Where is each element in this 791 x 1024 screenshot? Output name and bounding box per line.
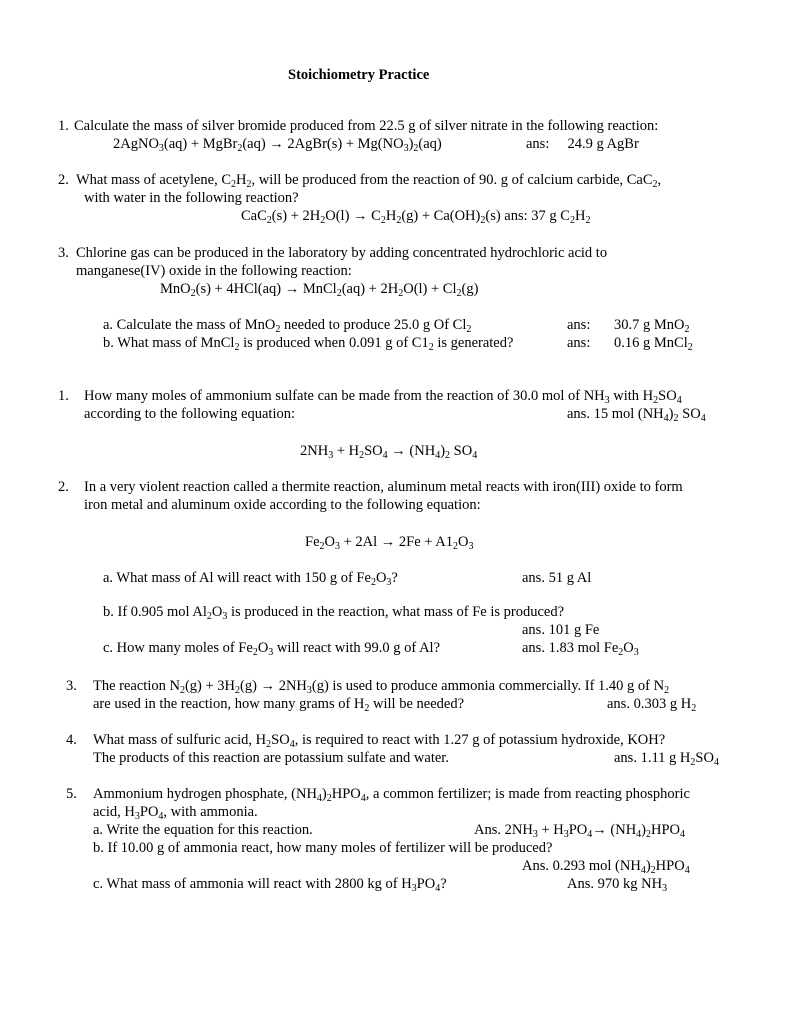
answer-label: ans: bbox=[567, 335, 591, 351]
question-part: a. What mass of Al will react with 150 g of $Fe_2O_3$? bbox=[103, 570, 398, 588]
question-part: b. What mass of MnCl$_2$ is produced when 0.091 g of $C1_2$ is generated? bbox=[103, 335, 514, 353]
answer: ans. 51 g Al bbox=[522, 570, 592, 586]
answer: ans. 1.11 g $H_2SO_4$ bbox=[614, 750, 719, 768]
question-number: 2. bbox=[58, 172, 69, 188]
question-text: In a very violent reaction called a thermite reaction, aluminum metal reacts with iron(III) oxide to form bbox=[84, 479, 683, 495]
answer: ans. 0.303 g $H_2$ bbox=[607, 696, 697, 714]
chemical-equation: MnO$_2$(s) + 4HCl(aq) → MnCl$_2$(aq) + $2H_2O(l) + Cl_2(g)$ bbox=[160, 281, 479, 299]
question-text: are used in the reaction, how many grams of $H_2$ will be needed? bbox=[93, 696, 465, 714]
answer: ans. 15 mol $(NH_4)_2$ $SO_4$ bbox=[567, 406, 706, 424]
question-number: 4. bbox=[66, 732, 77, 748]
answer: ans: 24.9 g AgBr bbox=[526, 136, 639, 152]
question-text: according to the following equation: bbox=[84, 406, 296, 422]
question-text: What mass of acetylene, $C_2H_2$, will be produced from the reaction of 90. g of calcium carbide, CaC$_2$, bbox=[76, 172, 662, 190]
question-text: with water in the following reaction? bbox=[84, 190, 299, 206]
question-part: b. If 0.905 mol $Al_2O_3$ is produced in the reaction, what mass of Fe is produced? bbox=[103, 604, 565, 622]
answer: Ans. 970 kg $NH_3$ bbox=[567, 876, 668, 894]
question-number: 3. bbox=[58, 245, 69, 261]
question-text: Chlorine gas can be produced in the laboratory by adding concentrated hydrochloric acid to bbox=[76, 245, 608, 261]
question-part: b. If 10.00 g of ammonia react, how many moles of fertilizer will be produced? bbox=[93, 840, 553, 856]
answer: 0.16 g MnCl$_2$ bbox=[614, 335, 693, 353]
answer: ans. 1.83 mol $Fe_2O_3$ bbox=[522, 640, 639, 658]
question-number: 3. bbox=[66, 678, 77, 694]
answer: Ans. $2NH_3 + H_3PO_4\to (NH_4)_2HPO_4$ bbox=[474, 822, 686, 840]
question-text: The reaction $N_2(g) + 3H_2(g) \to 2NH_3(g)$ is used to produce ammonia commercially. If 1.40 g of $N_2$ bbox=[93, 678, 670, 696]
question-text: manganese(IV) oxide in the following reaction: bbox=[76, 263, 352, 279]
chemical-equation: $Fe_2O_3 + 2Al \to 2Fe + A1_2O_3$ bbox=[305, 534, 474, 552]
question-part: a. Calculate the mass of MnO$_2$ needed to produce 25.0 g Of $Cl_2$ bbox=[103, 317, 472, 335]
question-text: How many moles of ammonium sulfate can be made from the reaction of 30.0 mol of $NH_3$ with $H_2SO_4$ bbox=[84, 388, 682, 406]
chemical-equation: $2NH_3 + H_2SO_4 \to (NH_4)_2$ $SO_4$ bbox=[300, 443, 478, 461]
question-number: 5. bbox=[66, 786, 77, 802]
answer: Ans. 0.293 mol $(NH_4)_2HPO_4$ bbox=[522, 858, 690, 876]
question-part: c. What mass of ammonia will react with 2800 kg of $H_3PO_4$? bbox=[93, 876, 447, 894]
question-text: Ammonium hydrogen phosphate, $(NH_4)_2HPO_4$, a common fertilizer; is made from reacting phosphoric bbox=[93, 786, 690, 804]
page-title: Stoichiometry Practice bbox=[288, 67, 430, 83]
chemical-equation: $CaC_2(s) + 2H_2O(l) \to C_2H_2(g) + Ca(OH)_2(s)$ ans: 37 g $C_2H_2$ bbox=[241, 208, 591, 226]
question-text: What mass of sulfuric acid, $H_2SO_4$, is required to react with 1.27 g of potassium hydroxide, KOH? bbox=[93, 732, 666, 750]
question-number: 1. bbox=[58, 388, 69, 404]
question-part: c. How many moles of $Fe_2O_3$ will react with 99.0 g of Al? bbox=[103, 640, 441, 658]
question-text: Calculate the mass of silver bromide produced from 22.5 g of silver nitrate in the following reaction: bbox=[74, 118, 659, 134]
chemical-equation: 2AgNO$_3$(aq) + MgBr$_2$(aq) → 2AgBr(s) + $Mg(NO_3)_2(aq)$ bbox=[113, 136, 442, 154]
question-number: 1. bbox=[58, 118, 69, 134]
question-number: 2. bbox=[58, 479, 69, 495]
question-text: The products of this reaction are potassium sulfate and water. bbox=[93, 750, 449, 766]
answer: ans. 101 g Fe bbox=[522, 622, 600, 638]
question-part: a. Write the equation for this reaction. bbox=[93, 822, 313, 838]
question-text: iron metal and aluminum oxide according to the following equation: bbox=[84, 497, 481, 513]
question-text: acid, $H_3PO_4$, with ammonia. bbox=[93, 804, 258, 822]
answer-label: ans: bbox=[567, 317, 591, 333]
answer: 30.7 g MnO$_2$ bbox=[614, 317, 690, 335]
